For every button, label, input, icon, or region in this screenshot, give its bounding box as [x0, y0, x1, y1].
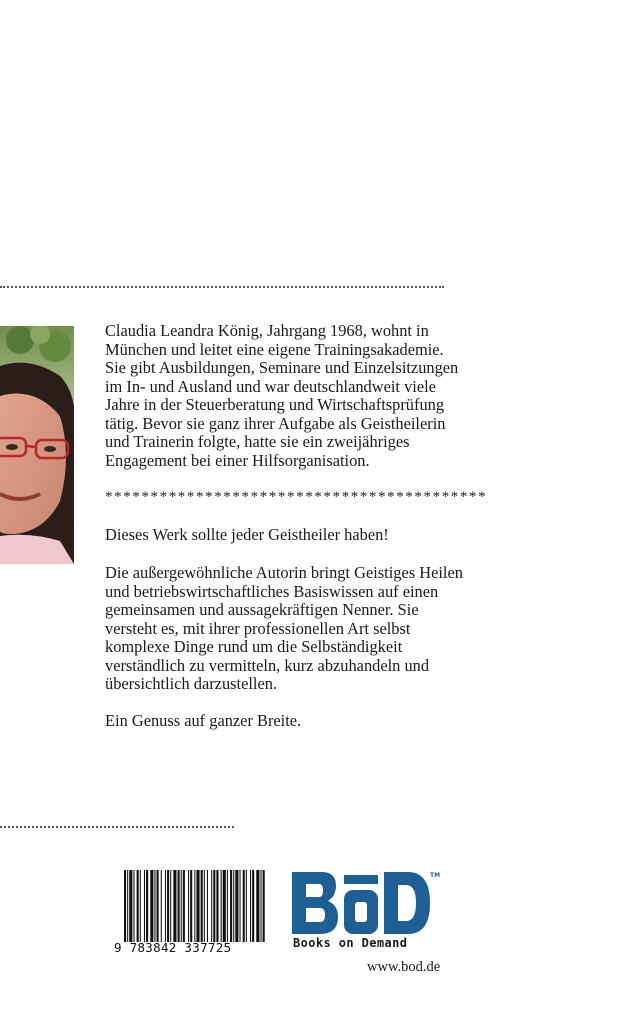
- barcode-bar: [129, 870, 132, 942]
- barcode-bar: [263, 870, 265, 942]
- praise-closing: Ein Genuss auf ganzer Breite.: [105, 711, 302, 730]
- barcode-bar: [240, 870, 241, 942]
- barcode-bar: [211, 870, 212, 942]
- author-bio: Claudia Leandra König, Jahrgang 1968, wohnt in München und leitet eine eigene Trainingsakademie. Sie gibt Ausbildungen, Seminare und Einzelsitzungen im In- und Ausland und war deutschlandweit viele Jahre in der Steuerberatung und Wirtschaftsprüfung tätig. Bevor sie ganz ihrer Aufgabe als Geistheilerin und Trainerin folgte, hatte sie ein zweijähriges Engagement bei einer Hilfsorganisation.: [105, 321, 459, 470]
- barcode-bar: [235, 870, 238, 942]
- barcode-bar: [170, 870, 171, 942]
- barcode-bar: [261, 870, 262, 942]
- barcode-bar: [144, 870, 145, 942]
- barcode-bar: [127, 870, 128, 942]
- barcode-bar: [227, 870, 228, 942]
- bod-tagline: Books on Demand: [293, 936, 408, 950]
- barcode-bar: [216, 870, 218, 942]
- barcode-bar: [233, 870, 234, 942]
- barcode-bar: [137, 870, 139, 942]
- barcode-bar: [181, 870, 182, 942]
- praise-body: Die außergewöhnliche Autorin bringt Geistiges Heilen und betriebswirtschaftliches Basiswissen auf einen gemeinsamen und aussagekräftigen Nenner. Sie versteht es, mit ihrer professionellen Art selbst komplexe Dinge rund um die Selbständigkeit verständlich zu vermitteln, kurz abzuhandeln und übersichtlich darzustellen.: [105, 563, 463, 693]
- barcode-bar: [213, 870, 215, 942]
- barcode-bar: [230, 870, 232, 942]
- trademark-symbol: TM: [430, 872, 441, 879]
- barcode-bar: [246, 870, 247, 942]
- barcode-bar: [124, 870, 126, 942]
- bod-letter-b: [292, 872, 338, 934]
- barcode-bar: [190, 870, 192, 942]
- barcode-bar: [201, 870, 203, 942]
- barcode-bar: [173, 870, 176, 942]
- barcode-bars: [124, 870, 266, 942]
- bod-letter-o: [344, 875, 378, 934]
- barcode-bar: [140, 870, 141, 942]
- publisher-url: www.bod.de: [367, 959, 441, 975]
- dotted-divider-bottom: [0, 826, 234, 828]
- bod-letter-d: [384, 872, 430, 934]
- barcode-bar: [196, 870, 199, 942]
- barcode-bar: [250, 870, 251, 942]
- barcode-bar: [256, 870, 259, 942]
- dotted-divider-top: [0, 286, 444, 288]
- barcode-bar: [221, 870, 222, 942]
- star-separator: ******************************************: [105, 489, 488, 505]
- isbn-barcode: [114, 870, 269, 958]
- barcode-bar: [133, 870, 134, 942]
- barcode-bar: [194, 870, 195, 942]
- isbn-number: 9 783842 337725: [114, 940, 232, 955]
- bod-logo-mark: [292, 872, 432, 934]
- barcode-bar: [161, 870, 162, 942]
- barcode-bar: [178, 870, 180, 942]
- barcode-bar: [165, 870, 166, 942]
- bod-logo: [292, 872, 444, 958]
- barcode-bar: [207, 870, 208, 942]
- barcode-bar: [146, 870, 148, 942]
- barcode-bar: [188, 870, 189, 942]
- barcode-bar: [167, 870, 169, 942]
- barcode-bar: [243, 870, 245, 942]
- praise-headline: Dieses Werk sollte jeder Geistheiler haben!: [105, 525, 389, 544]
- barcode-bar: [154, 870, 155, 942]
- barcode-bar: [204, 870, 205, 942]
- barcode-bar: [252, 870, 254, 942]
- author-photo: [0, 326, 74, 564]
- barcode-bar: [223, 870, 226, 942]
- barcode-bar: [183, 870, 185, 942]
- barcode-bar: [150, 870, 153, 942]
- barcode-bar: [157, 870, 159, 942]
